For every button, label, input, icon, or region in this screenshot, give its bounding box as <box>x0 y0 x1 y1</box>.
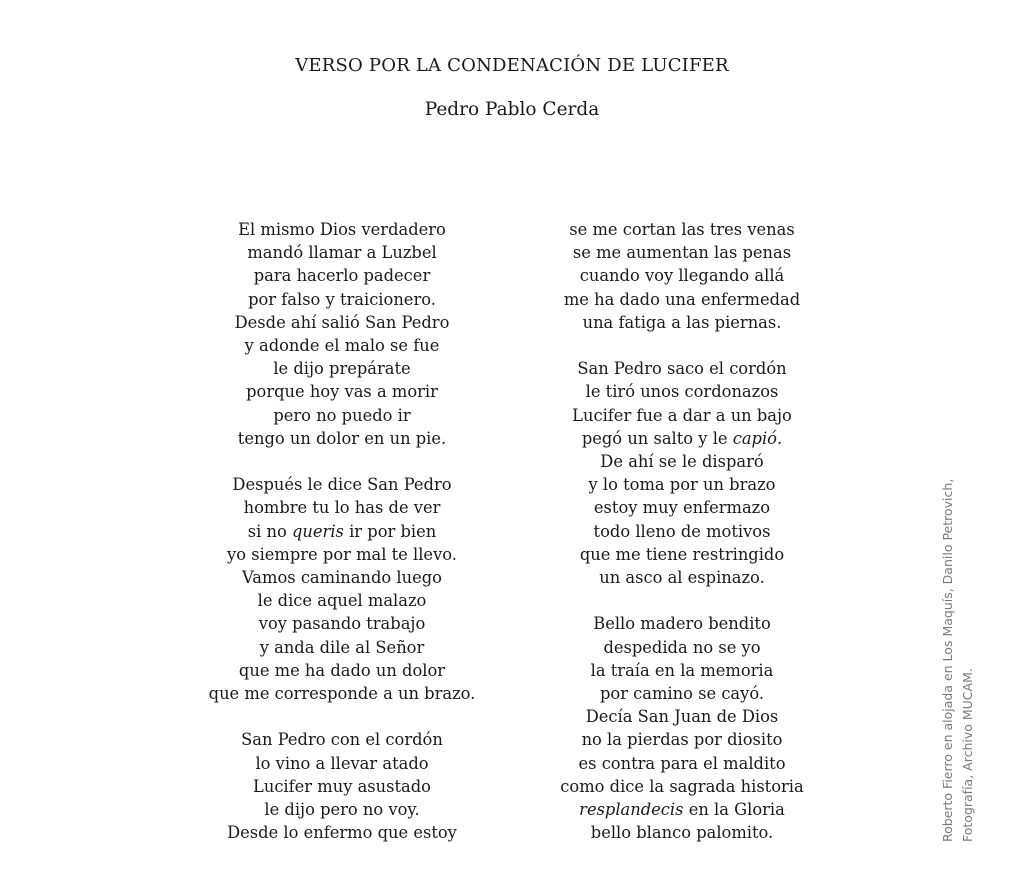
verse-line: Desde lo enfermo que estoy <box>227 823 457 843</box>
poem-stanza <box>200 473 484 705</box>
verse-line: De ahí se le disparó <box>600 452 764 472</box>
poem-column-right <box>540 218 824 844</box>
verse-line: se me aumentan las penas <box>572 243 792 263</box>
photo-caption <box>938 479 978 842</box>
verse-line: y lo toma por un brazo <box>588 475 776 495</box>
verse-line: estoy muy enfermazo <box>593 498 771 518</box>
verse-line: le dice aquel malazo <box>257 591 427 611</box>
verse-line: Vamos caminando luego <box>242 568 442 588</box>
verse-line: Bello madero bendito <box>593 614 771 634</box>
verse-line: le tiró unos cordonazos <box>585 382 779 402</box>
verse-line: pero no puedo ir <box>273 405 411 425</box>
verse-line: que me corresponde a un brazo. <box>208 684 476 704</box>
verse-line: un asco al espinazo. <box>599 568 765 588</box>
verse-line: la traía en la memoria <box>590 660 774 680</box>
verse-line: voy pasando trabajo <box>258 614 426 634</box>
verse-line: San Pedro saco el cordón <box>577 359 787 379</box>
poem-stanza <box>540 612 824 844</box>
poem-stanza <box>540 218 824 334</box>
verse-line: como dice la sagrada historia <box>560 776 804 796</box>
verse-line: una fatiga a las piernas. <box>582 312 782 332</box>
verse-line: Después le dice San Pedro <box>232 475 452 495</box>
verse-line: le dijo prepárate <box>273 359 411 379</box>
poem-column-left <box>200 218 484 844</box>
verse-line: bello blanco palomito. <box>590 823 774 843</box>
verse-line: si no queris ir por bien <box>247 521 437 541</box>
poem-stanza <box>200 728 484 844</box>
verse-line: es contra para el maldito <box>578 753 786 773</box>
verse-line: porque hoy vas a morir <box>246 382 438 402</box>
verse-line: por camino se cayó. <box>599 684 765 704</box>
verse-line: cuando voy llegando allá <box>579 266 785 286</box>
verse-line: y anda dile al Señor <box>259 637 425 657</box>
verse-line: todo lleno de motivos <box>593 521 771 541</box>
verse-line: mandó llamar a Luzbel <box>247 243 437 263</box>
verse-line: hombre tu lo has de ver <box>243 498 441 518</box>
verse-line: me ha dado una enfermedad <box>563 289 801 309</box>
photo-caption-line-1: Roberto Fierro en alojada en Los Maquís, Danilo Petrovich, <box>940 478 955 842</box>
verse-line: Lucifer fue a dar a un bajo <box>572 405 792 425</box>
photo-caption-line-2: Fotografía, Archivo MUCAM. <box>960 668 975 842</box>
poem-stanza <box>540 357 824 589</box>
verse-line: que me tiene restringido <box>579 544 785 564</box>
verse-line: resplandecis en la Gloria <box>579 800 785 820</box>
verse-line: lo vino a llevar atado <box>255 753 429 773</box>
verse-line: y adonde el malo se fue <box>244 336 440 356</box>
verse-line: tengo un dolor en un pie. <box>237 428 447 448</box>
verse-line: le dijo pero no voy. <box>264 800 420 820</box>
verse-line: no la pierdas por diosito <box>581 730 783 750</box>
poem-stanza <box>200 218 484 450</box>
verse-line: yo siempre por mal te llevo. <box>227 544 457 564</box>
verse-line: San Pedro con el cordón <box>241 730 443 750</box>
verse-line: pegó un salto y le capió. <box>581 428 783 448</box>
poem-title: VERSO POR LA CONDENACIÓN DE LUCIFER <box>295 55 729 76</box>
verse-line: para hacerlo padecer <box>253 266 431 286</box>
verse-line: El mismo Dios verdadero <box>238 220 446 239</box>
poem-author: Pedro Pablo Cerda <box>424 99 600 120</box>
verse-line: se me cortan las tres venas <box>569 220 795 239</box>
verse-line: Decía San Juan de Dios <box>585 707 779 727</box>
verse-line: que me ha dado un dolor <box>238 660 446 680</box>
verse-line: despedida no se yo <box>603 637 761 657</box>
verse-line: Lucifer muy asustado <box>253 776 431 796</box>
verse-line: Desde ahí salió San Pedro <box>234 312 450 332</box>
verse-line: por falso y traicionero. <box>248 289 436 309</box>
